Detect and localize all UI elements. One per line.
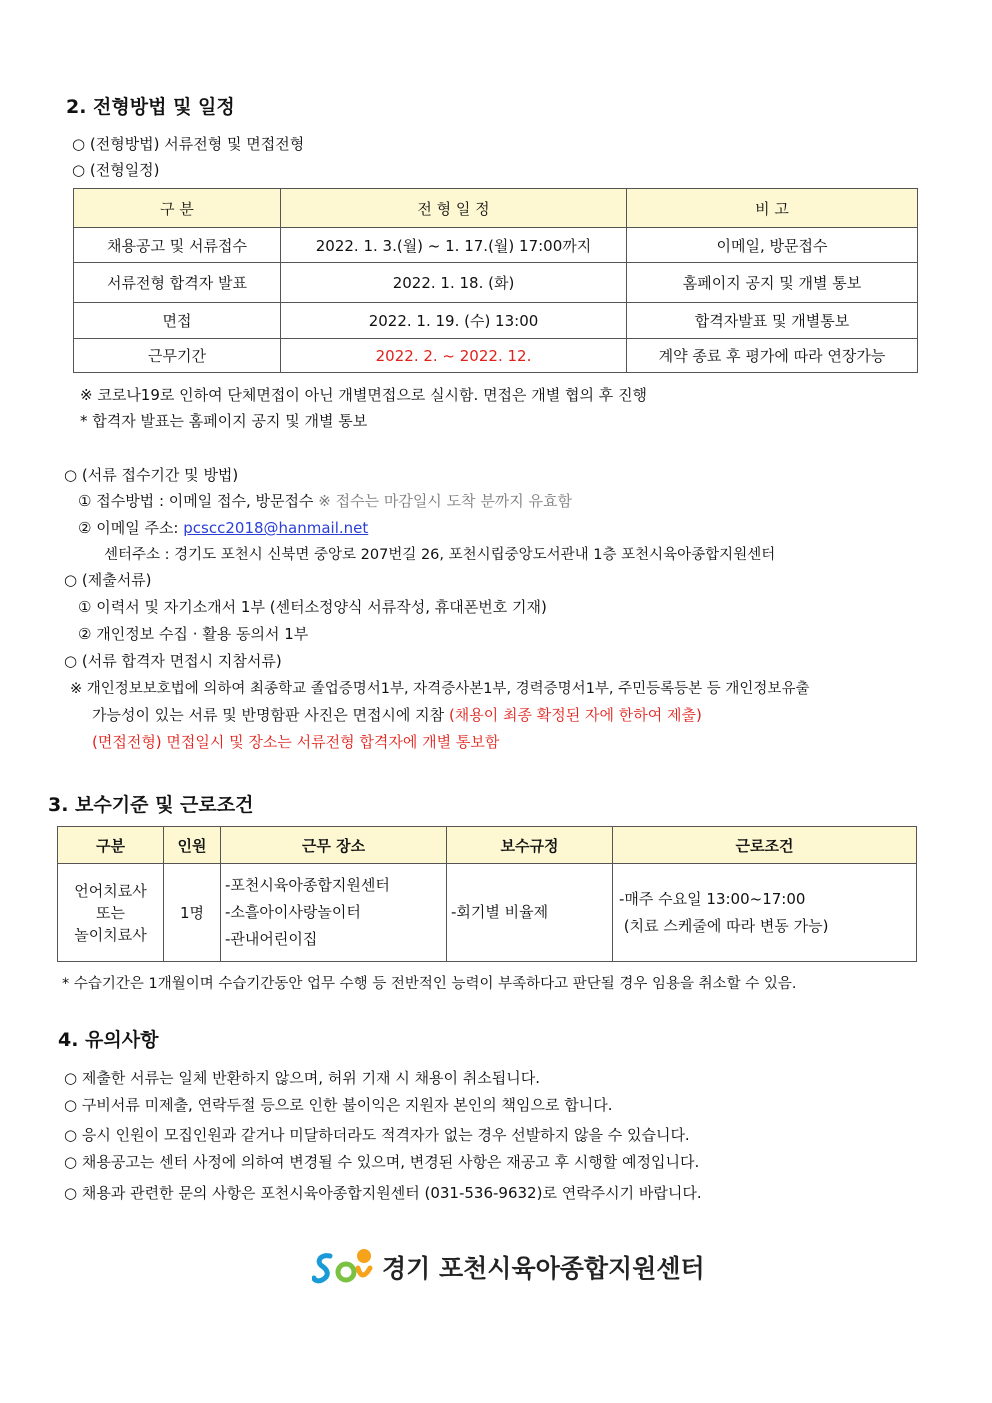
pay-header-type: 구분 — [58, 827, 164, 864]
method-line: ○ (전형방법) 서류전형 및 면접전형 — [72, 135, 305, 153]
notice-item: ○ 응시 인원이 모집인원과 같거나 미달하더라도 적격자가 없는 경우 선발하지 않을 수 있습니다. — [64, 1126, 690, 1144]
pay-header-conditions: 근로조건 — [613, 827, 917, 864]
table-cell-work-period: 2022. 2. ~ 2022. 12. — [281, 339, 627, 373]
pay-type-line: 놀이치료사 — [74, 925, 147, 944]
docs-title: ○ (제출서류) — [64, 571, 152, 589]
table-cell: 2022. 1. 3.(월) ~ 1. 17.(월) 17:00까지 — [281, 228, 627, 263]
table-cell: 채용공고 및 서류접수 — [74, 228, 281, 263]
table-row — [74, 339, 918, 373]
pay-cell-places — [221, 864, 447, 962]
pay-place-line: -관내어린이집 — [225, 930, 318, 948]
table-cell: 근무기간 — [74, 339, 281, 373]
pay-place-line: -소흘아이사랑놀이터 — [225, 903, 361, 921]
table-cell: 합격자발표 및 개별통보 — [627, 303, 918, 339]
table-cell: 서류전형 합격자 발표 — [74, 263, 281, 303]
notice-item: ○ 구비서류 미제출, 연락두절 등으로 인한 불이익은 지원자 본인의 책임으로 합니다. — [64, 1096, 613, 1114]
section2-title: 2. 전형방법 및 일정 — [66, 96, 235, 118]
notice-item: ○ 제출한 서류는 일체 반환하지 않으며, 허위 기재 시 채용이 취소됩니다. — [64, 1069, 541, 1087]
note-covid: ※ 코로나19로 인하여 단체면접이 아닌 개별면접으로 실시함. 면접은 개별 협의 후 진행 — [80, 386, 648, 404]
table-cell: 계약 종료 후 평가에 따라 연장가능 — [627, 339, 918, 373]
pay-header-place: 근무 장소 — [221, 827, 447, 864]
center-address: 센터주소 : 경기도 포천시 신북면 중앙로 207번길 26, 포천시립중앙도서관내 1층 포천시육아종합지원센터 — [104, 547, 776, 563]
table-row — [74, 263, 918, 303]
docs-item-1: ① 이력서 및 자기소개서 1부 (센터소정양식 서류작성, 휴대폰번호 기재) — [78, 598, 547, 616]
schedule-line: ○ (전형일정) — [72, 161, 160, 179]
note-announcement: * 합격자 발표는 홈페이지 공지 및 개별 통보 — [80, 412, 368, 430]
notice-item: ○ 채용과 관련한 문의 사항은 포천시육아종합지원센터 (031-536-9632)로 연락주시기 바랍니다. — [64, 1184, 702, 1202]
pay-table — [57, 826, 917, 962]
table-row — [58, 864, 917, 962]
interview-docs-title: ○ (서류 합격자 면접시 지참서류) — [64, 652, 282, 670]
table-cell: 면접 — [74, 303, 281, 339]
notice-item: ○ 채용공고는 센터 사정에 의하여 변경될 수 있으며, 변경된 사항은 재공고 후 시행할 예정입니다. — [64, 1153, 700, 1171]
probation-note: * 수습기간은 1개월이며 수습기간동안 업무 수행 등 전반적인 능력이 부족하다고 판단될 경우 임용을 취소할 수 있음. — [62, 976, 797, 992]
pay-type-line: 언어치료사 — [74, 881, 147, 900]
footer-logo — [312, 1246, 705, 1288]
pay-type-line: 또는 — [96, 903, 125, 922]
pay-cell-conditions — [613, 864, 917, 962]
pay-place-line: -포천시육아종합지원센터 — [225, 876, 390, 894]
pay-header-pay: 보수규정 — [447, 827, 613, 864]
apply-method-text: ① 접수방법 : 이메일 접수, 방문접수 — [78, 492, 314, 510]
apply-title: ○ (서류 접수기간 및 방법) — [64, 466, 239, 484]
schedule-table — [73, 188, 918, 373]
interview-notice: (면접전형) 면접일시 및 장소는 서류전형 합격자에 개별 통보함 — [92, 733, 500, 751]
schedule-header-note: 비 고 — [627, 189, 918, 228]
table-cell: 이메일, 방문접수 — [627, 228, 918, 263]
email-link[interactable]: pcscc2018@hanmail.net — [183, 519, 369, 537]
pay-cell-count: 1명 — [164, 864, 221, 962]
interview-docs-line2-text: 가능성이 있는 서류 및 반명함판 사진은 면접시에 지참 — [92, 706, 445, 724]
apply-email — [78, 517, 368, 538]
apply-email-label: ② 이메일 주소: — [78, 519, 179, 537]
schedule-header-date: 전 형 일 정 — [281, 189, 627, 228]
schedule-header-category: 구 분 — [74, 189, 281, 228]
table-row — [74, 303, 918, 339]
section4-title: 4. 유의사항 — [58, 1029, 159, 1051]
section3-title: 3. 보수기준 및 근로조건 — [48, 794, 254, 816]
pay-cell-pay: -회기별 비율제 — [447, 864, 613, 962]
pay-header-count: 인원 — [164, 827, 221, 864]
pay-condition-line: -매주 수요일 13:00~17:00 — [619, 889, 806, 908]
table-cell: 홈페이지 공지 및 개별 통보 — [627, 263, 918, 303]
apply-method — [78, 490, 572, 511]
pay-condition-line: (치료 스케줄에 따라 변동 가능) — [619, 916, 829, 935]
interview-docs-line2-red: (채용이 최종 확정된 자에 한하여 제출) — [448, 706, 702, 724]
org-name: 경기 포천시육아종합지원센터 — [382, 1254, 705, 1283]
pay-cell-type — [58, 864, 164, 962]
table-cell: 2022. 1. 18. (화) — [281, 263, 627, 303]
table-cell: 2022. 1. 19. (수) 13:00 — [281, 303, 627, 339]
docs-item-2: ② 개인정보 수집 · 활용 동의서 1부 — [78, 625, 309, 643]
interview-docs-line1: ※ 개인정보보호법에 의하여 최종학교 졸업증명서1부, 자격증사본1부, 경력증명서1부, 주민등록등본 등 개인정보유출 — [70, 681, 810, 697]
center-logo-icon — [312, 1246, 378, 1288]
table-row — [74, 228, 918, 263]
apply-method-note: ※ 접수는 마감일시 도착 분까지 유효함 — [318, 492, 573, 510]
interview-docs-line2 — [92, 704, 702, 725]
